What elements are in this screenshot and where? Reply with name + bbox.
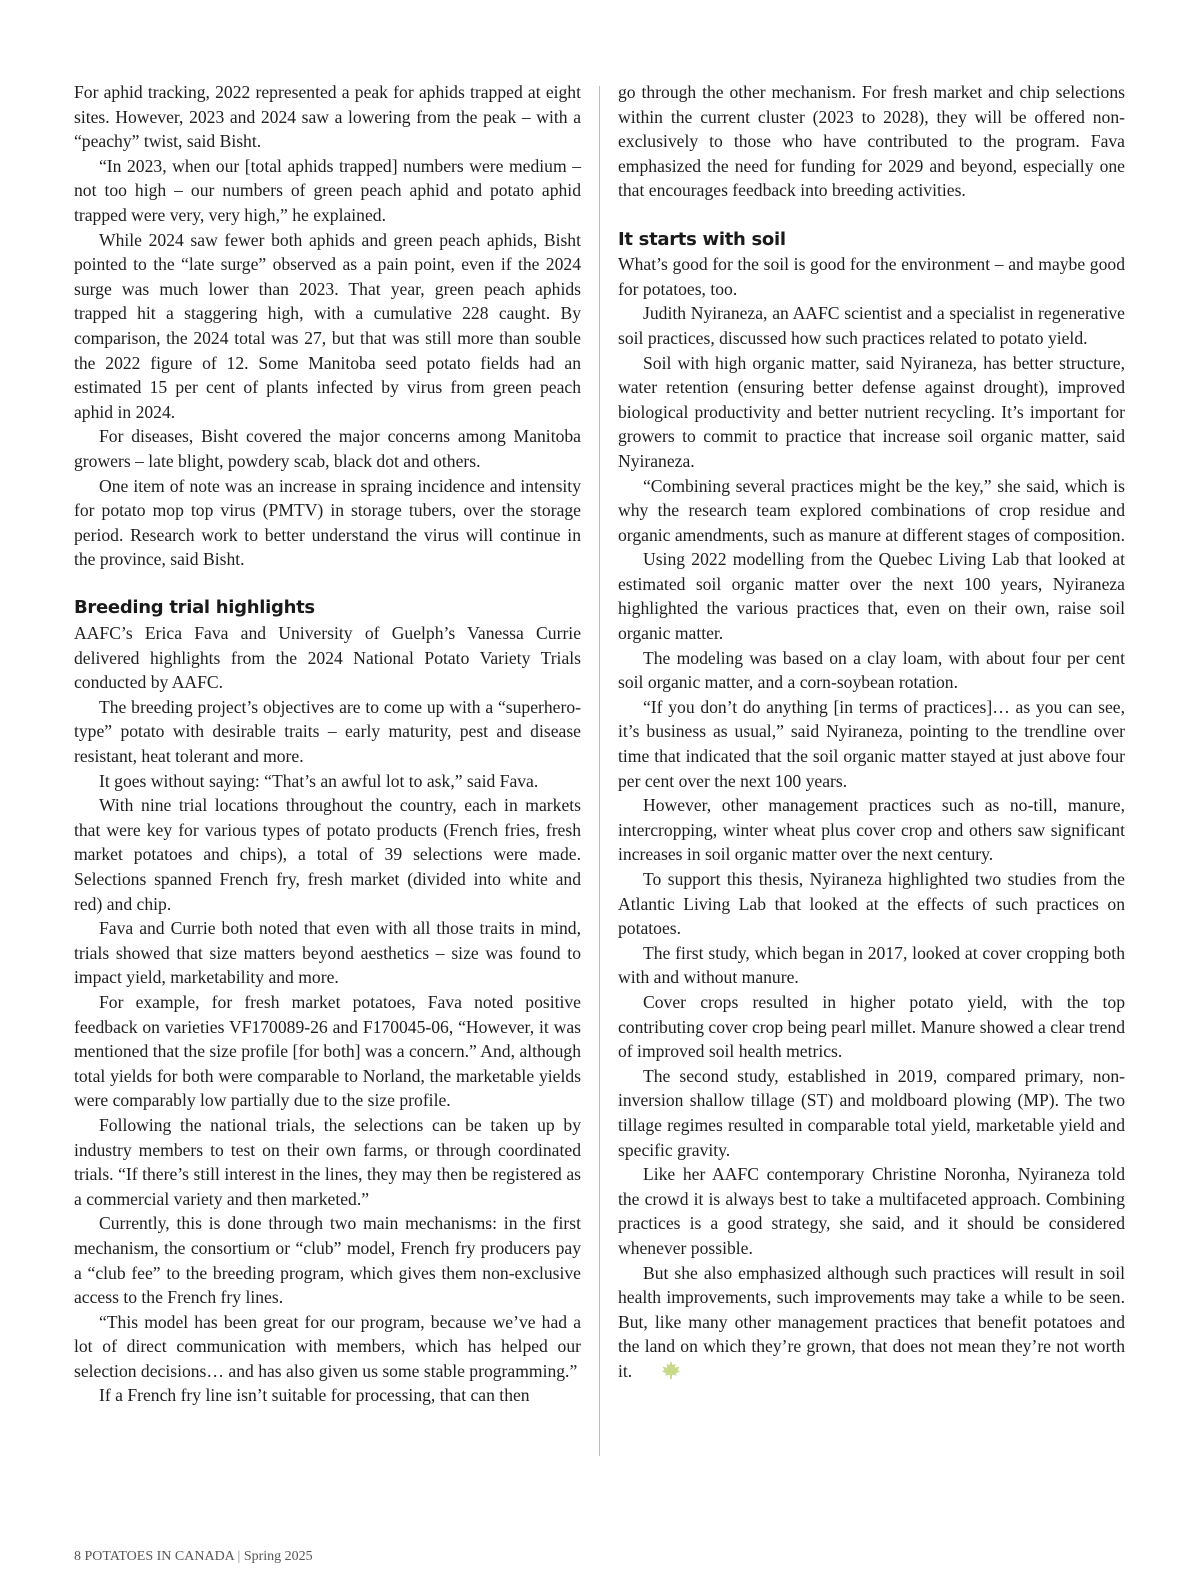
paragraph-text: Judith Nyiraneza, an AAFC scientist and a specialist in regenerative soil practices, discussed how such practices related to potato yield.: [618, 303, 1125, 348]
paragraph: [74, 424, 581, 473]
paragraph-text: Cover crops resulted in higher potato yield, with the top contributing cover crop being pearl millet. Manure showed a clear trend of improved soil health metrics.: [618, 991, 1125, 1062]
paragraph: [74, 793, 581, 916]
paragraph: [74, 474, 581, 572]
paragraph: [74, 916, 581, 990]
right-column-body-top: [618, 80, 1125, 203]
paragraph-text: To support this thesis, Nyiraneza highlighted two studies from the Atlantic Living Lab that looked at the effects of such practices on potatoes.: [618, 869, 1125, 939]
paragraph-text: Following the national trials, the selections can be taken up by industry members to test on their own farms, or through coordinated trials. “If there’s still interest in the lines, they may then be registered as a commercial variety and then marketed.”: [74, 1114, 581, 1209]
paragraph: [618, 252, 1125, 301]
paragraph: [618, 646, 1125, 695]
left-column: [74, 80, 581, 1408]
right-column-body-bottom: [618, 252, 1125, 1386]
paragraph: [618, 941, 1125, 990]
paragraph-text: “In 2023, when our [total aphids trapped] numbers were medium – not too high – our numbers of green peach aphid and potato aphid trapped were very, very high,” he explained.: [74, 155, 581, 225]
paragraph: [74, 228, 581, 425]
paragraph-text: The breeding project’s objectives are to come up with a “superhero-type” potato with desirable traits – early maturity, pest and disease resistant, heat tolerant and more.: [74, 696, 581, 767]
paragraph: [618, 867, 1125, 941]
paragraph-text: With nine trial locations throughout the country, each in markets that were key for various types of potato products (French fries, fresh market potatoes and chips), a total of 39 selections were made. Selections spanned French fry, fresh market (divided into white and red) and chip.: [74, 795, 581, 914]
paragraph-text: While 2024 saw fewer both aphids and green peach aphids, Bisht pointed to the “late surge” observed as a pain point, even if the 2024 surge was much lower than 2023. That year, green peach aphids trapped hit a staggering high, with a cumulative 228 caught. By comparison, the 2024 total was 27, but that was still more than souble the 2022 figure of 12. Some Manitoba seed potato fields had an estimated 15 per cent of plants infected by virus from green peach aphid in 2024.: [74, 229, 581, 422]
paragraph: [74, 621, 581, 695]
paragraph: [74, 769, 581, 794]
paragraph-text: It goes without saying: “That’s an awful lot to ask,” said Fava.: [99, 770, 539, 791]
paragraph-text: go through the other mechanism. For fresh market and chip selections within the current cluster (2023 to 2028), they will be offered non-exclusively to those who have contributed to the program. Fava emphasized the need for funding for 2029 and beyond, especially one that encourages feedback into breeding activities.: [618, 82, 1125, 201]
page-number: 8: [74, 1549, 81, 1564]
paragraph: [618, 80, 1125, 203]
paragraph-text: “If you don’t do anything [in terms of practices]… as you can see, it’s business as usual,” said Nyiraneza, pointing to the trendline over time that indicated that the soil organic matter stayed at just above four per cent over the next 100 years.: [618, 696, 1125, 791]
page-footer: [74, 1549, 313, 1565]
paragraph: [74, 1383, 581, 1408]
section-heading-soil: It starts with soil: [618, 228, 786, 250]
paragraph: [74, 154, 581, 228]
paragraph: [618, 1261, 1125, 1387]
paragraph-text: The first study, which began in 2017, looked at cover cropping both with and without manure.: [618, 942, 1125, 988]
left-column-body-top: [74, 80, 581, 572]
paragraph: [74, 1113, 581, 1211]
paragraph-text: Fava and Currie both noted that even with all those traits in mind, trials showed that size matters beyond aesthetics – size was found to impact yield, marketability and more.: [74, 918, 581, 988]
paragraph-text: The modeling was based on a clay loam, with about four per cent soil organic matter, and a corn-soybean rotation.: [618, 647, 1125, 693]
paragraph-text: For example, for fresh market potatoes, Fava noted positive feedback on varieties VF170089-26 and F170045-06, “However, it was mentioned that the size profile [for both] was a concern.” And, although total yields for both were comparable to Norland, the marketable yields were comparably low partially due to the size profile.: [74, 991, 581, 1111]
paragraph: [74, 695, 581, 769]
paragraph: [618, 547, 1125, 645]
paragraph-text: Currently, this is done through two main mechanisms: in the first mechanism, the consortium or “club” model, French fry producers pay a “club fee” to the breeding program, which gives them non-exclusive access to the French fry lines.: [74, 1213, 581, 1308]
paragraph-text: Like her AAFC contemporary Christine Noronha, Nyiraneza told the crowd it is always best to take a multifaceted approach. Combining practices is a good strategy, she said, and it should be considered whenever possible.: [618, 1164, 1125, 1258]
left-column-body-bottom: [74, 621, 581, 1408]
paragraph: [618, 695, 1125, 793]
paragraph-text: But she also emphasized although such practices will result in soil health improvements, such improvements may take a while to be seen. But, like many other management practices that benefit potatoes and the land on which they’re grown, that does not mean they’re not worth it.: [618, 1262, 1125, 1381]
section-heading-breeding: Breeding trial highlights: [74, 597, 315, 619]
paragraph-text: The second study, established in 2019, compared primary, non-inversion shallow tillage (ST) and moldboard plowing (MP). The two tillage regimes resulted in comparable total yield, marketable yield and specific gravity.: [618, 1065, 1125, 1160]
paragraph: [74, 1211, 581, 1309]
paragraph-text: “This model has been great for our program, because we’ve had a lot of direct communication with members, which has helped our selection decisions… and has also given us some stable programming.”: [74, 1311, 581, 1381]
paragraph-text: If a French fry line isn’t suitable for processing, that can then: [99, 1385, 530, 1406]
issue-date: Spring 2025: [243, 1549, 313, 1564]
paragraph: [618, 474, 1125, 548]
right-column: [618, 80, 1125, 1386]
paragraph-text: What’s good for the soil is good for the environment – and maybe good for potatoes, too.: [618, 254, 1125, 299]
paragraph: [618, 351, 1125, 474]
paragraph-text: Using 2022 modelling from the Quebec Living Lab that looked at estimated soil organic matter over the next 100 years, Nyiraneza highlighted the various practices that, even on their own, raise soil organic matter.: [618, 549, 1125, 644]
paragraph-text: AAFC’s Erica Fava and University of Guelph’s Vanessa Currie delivered highlights from the 2024 National Potato Variety Trials conducted by AAFC.: [74, 623, 581, 693]
footer-separator: |: [237, 1549, 241, 1564]
paragraph: [74, 990, 581, 1113]
paragraph-text: For diseases, Bisht covered the major concerns among Manitoba growers – late blight, powdery scab, black dot and others.: [74, 426, 581, 471]
paragraph-text: “Combining several practices might be the key,” she said, which is why the research team explored combinations of crop residue and organic amendments, such as manure at different stages of composition.: [618, 475, 1125, 545]
paragraph-text: For aphid tracking, 2022 represented a peak for aphids trapped at eight sites. However, 2023 and 2024 saw a lowering from the peak – with a “peachy” twist, said Bisht.: [74, 82, 581, 152]
paragraph: [618, 301, 1125, 350]
paragraph: [74, 1310, 581, 1384]
maple-leaf-icon: [636, 1360, 681, 1387]
column-divider: [599, 86, 600, 1456]
paragraph-text: However, other management practices such as no-till, manure, intercropping, winter wheat plus cover crop and others saw significant increases in soil organic matter over the next century.: [618, 795, 1125, 865]
paragraph: [74, 80, 581, 154]
paragraph-text: One item of note was an increase in spraing incidence and intensity for potato mop top virus (PMTV) in storage tubers, over the storage period. Research work to better understand the virus will continue in the province, said Bisht.: [74, 475, 581, 570]
paragraph: [618, 793, 1125, 867]
paragraph: [618, 990, 1125, 1064]
paragraph: [618, 1162, 1125, 1260]
paragraph: [618, 1064, 1125, 1162]
paragraph-text: Soil with high organic matter, said Nyiraneza, has better structure, water retention (ensuring better defense against drought), improved biological productivity and better nutrient recycling. It’s important for growers to commit to practice that increase soil organic matter, said Nyiraneza.: [618, 352, 1125, 471]
publication-name: POTATOES IN CANADA: [84, 1549, 235, 1564]
